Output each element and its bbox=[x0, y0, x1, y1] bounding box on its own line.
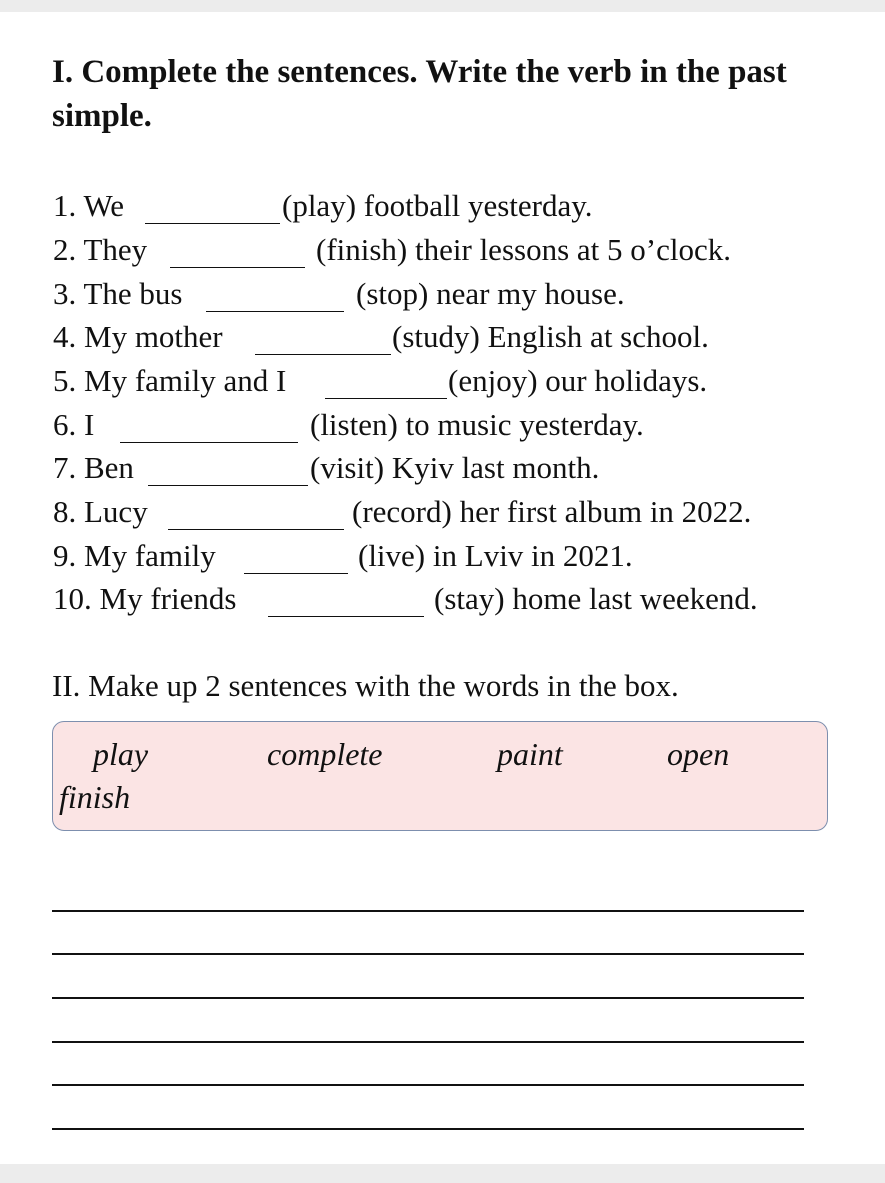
writing-line-6[interactable] bbox=[52, 1128, 804, 1130]
sentence-7 bbox=[53, 448, 134, 488]
sentence-rest: Kyiv last month. bbox=[391, 450, 600, 485]
sentence-number: 9. bbox=[53, 538, 77, 573]
sentence-verb: (live) bbox=[358, 538, 426, 573]
sentence-verb: (enjoy) bbox=[448, 363, 538, 398]
sentence-verb: (stay) bbox=[434, 581, 505, 616]
sentence-number: 6. bbox=[53, 407, 77, 442]
answer-blank-8[interactable] bbox=[168, 529, 344, 530]
sentence-10 bbox=[53, 579, 236, 619]
sentence-number: 5. bbox=[53, 363, 77, 398]
sentence-verb: (study) bbox=[392, 319, 480, 354]
writing-line-5[interactable] bbox=[52, 1084, 804, 1086]
sentence-number: 8. bbox=[53, 494, 77, 529]
sentence-3 bbox=[53, 274, 182, 314]
answer-blank-7[interactable] bbox=[148, 485, 308, 486]
word-box bbox=[52, 721, 828, 831]
writing-line-4[interactable] bbox=[52, 1041, 804, 1043]
sentence-10-verb bbox=[434, 579, 758, 619]
sentence-1-verb bbox=[282, 186, 592, 226]
sentence-subject: Lucy bbox=[84, 494, 148, 529]
sentence-9-verb bbox=[358, 536, 633, 576]
sentence-6 bbox=[53, 405, 94, 445]
sentence-number: 3. bbox=[53, 276, 77, 311]
answer-blank-3[interactable] bbox=[206, 311, 344, 312]
sentence-subject: The bus bbox=[83, 276, 183, 311]
sentence-number: 4. bbox=[53, 319, 77, 354]
sentence-rest: her first album in 2022. bbox=[459, 494, 752, 529]
sentence-verb: (finish) bbox=[316, 232, 408, 267]
sentence-subject: My friends bbox=[99, 581, 237, 616]
sentence-rest: near my house. bbox=[436, 276, 625, 311]
sentence-verb: (listen) bbox=[310, 407, 398, 442]
sentence-8 bbox=[53, 492, 148, 532]
sentence-2-verb bbox=[316, 230, 731, 270]
answer-blank-10[interactable] bbox=[268, 616, 424, 617]
word-box-item: play bbox=[93, 736, 149, 772]
task1-title: I. Complete the sentences. Write the verb in the past simple. bbox=[52, 54, 787, 134]
sentence-rest: in Lviv in 2021. bbox=[432, 538, 633, 573]
sentence-verb: (stop) bbox=[356, 276, 429, 311]
answer-blank-9[interactable] bbox=[244, 573, 348, 574]
sentence-subject: Ben bbox=[84, 450, 134, 485]
word-box-item: finish bbox=[59, 779, 131, 815]
word-box-item: open bbox=[667, 736, 730, 772]
sentence-verb: (record) bbox=[352, 494, 452, 529]
sentence-5-verb bbox=[448, 361, 707, 401]
sentence-subject: My mother bbox=[84, 319, 223, 354]
writing-line-2[interactable] bbox=[52, 953, 804, 955]
answer-blank-4[interactable] bbox=[255, 354, 391, 355]
sentence-2 bbox=[53, 230, 147, 270]
sentence-number: 10. bbox=[53, 581, 92, 616]
sentence-rest: our holidays. bbox=[545, 363, 708, 398]
sentence-subject: My family and I bbox=[84, 363, 287, 398]
writing-line-3[interactable] bbox=[52, 997, 804, 999]
answer-blank-5[interactable] bbox=[325, 398, 447, 399]
worksheet-page bbox=[0, 12, 885, 1164]
sentence-number: 1. bbox=[53, 188, 77, 223]
word-box-item: complete bbox=[267, 736, 383, 772]
sentence-4 bbox=[53, 317, 223, 357]
sentence-1 bbox=[53, 186, 124, 226]
sentence-number: 2. bbox=[53, 232, 77, 267]
sentence-subject: I bbox=[84, 407, 95, 442]
sentence-subject: My family bbox=[84, 538, 216, 573]
sentence-5 bbox=[53, 361, 286, 401]
answer-blank-2[interactable] bbox=[170, 267, 305, 268]
sentence-rest: English at school. bbox=[487, 319, 709, 354]
sentence-6-verb bbox=[310, 405, 644, 445]
task2-title: II. Make up 2 sentences with the words in the box. bbox=[52, 668, 679, 703]
sentence-7-verb bbox=[310, 448, 599, 488]
sentence-verb: (visit) bbox=[310, 450, 385, 485]
sentence-subject: We bbox=[83, 188, 124, 223]
sentence-rest: to music yesterday. bbox=[405, 407, 644, 442]
sentence-9 bbox=[53, 536, 216, 576]
sentence-rest: home last weekend. bbox=[512, 581, 758, 616]
sentence-4-verb bbox=[392, 317, 709, 357]
sentence-verb: (play) bbox=[282, 188, 357, 223]
sentence-3-verb bbox=[356, 274, 625, 314]
writing-line-1[interactable] bbox=[52, 910, 804, 912]
word-box-item: paint bbox=[497, 736, 563, 772]
answer-blank-1[interactable] bbox=[145, 223, 280, 224]
sentence-rest: their lessons at 5 o’clock. bbox=[415, 232, 731, 267]
sentence-8-verb bbox=[352, 492, 751, 532]
answer-blank-6[interactable] bbox=[120, 442, 298, 443]
sentence-rest: football yesterday. bbox=[363, 188, 593, 223]
sentence-subject: They bbox=[83, 232, 148, 267]
sentence-number: 7. bbox=[53, 450, 77, 485]
